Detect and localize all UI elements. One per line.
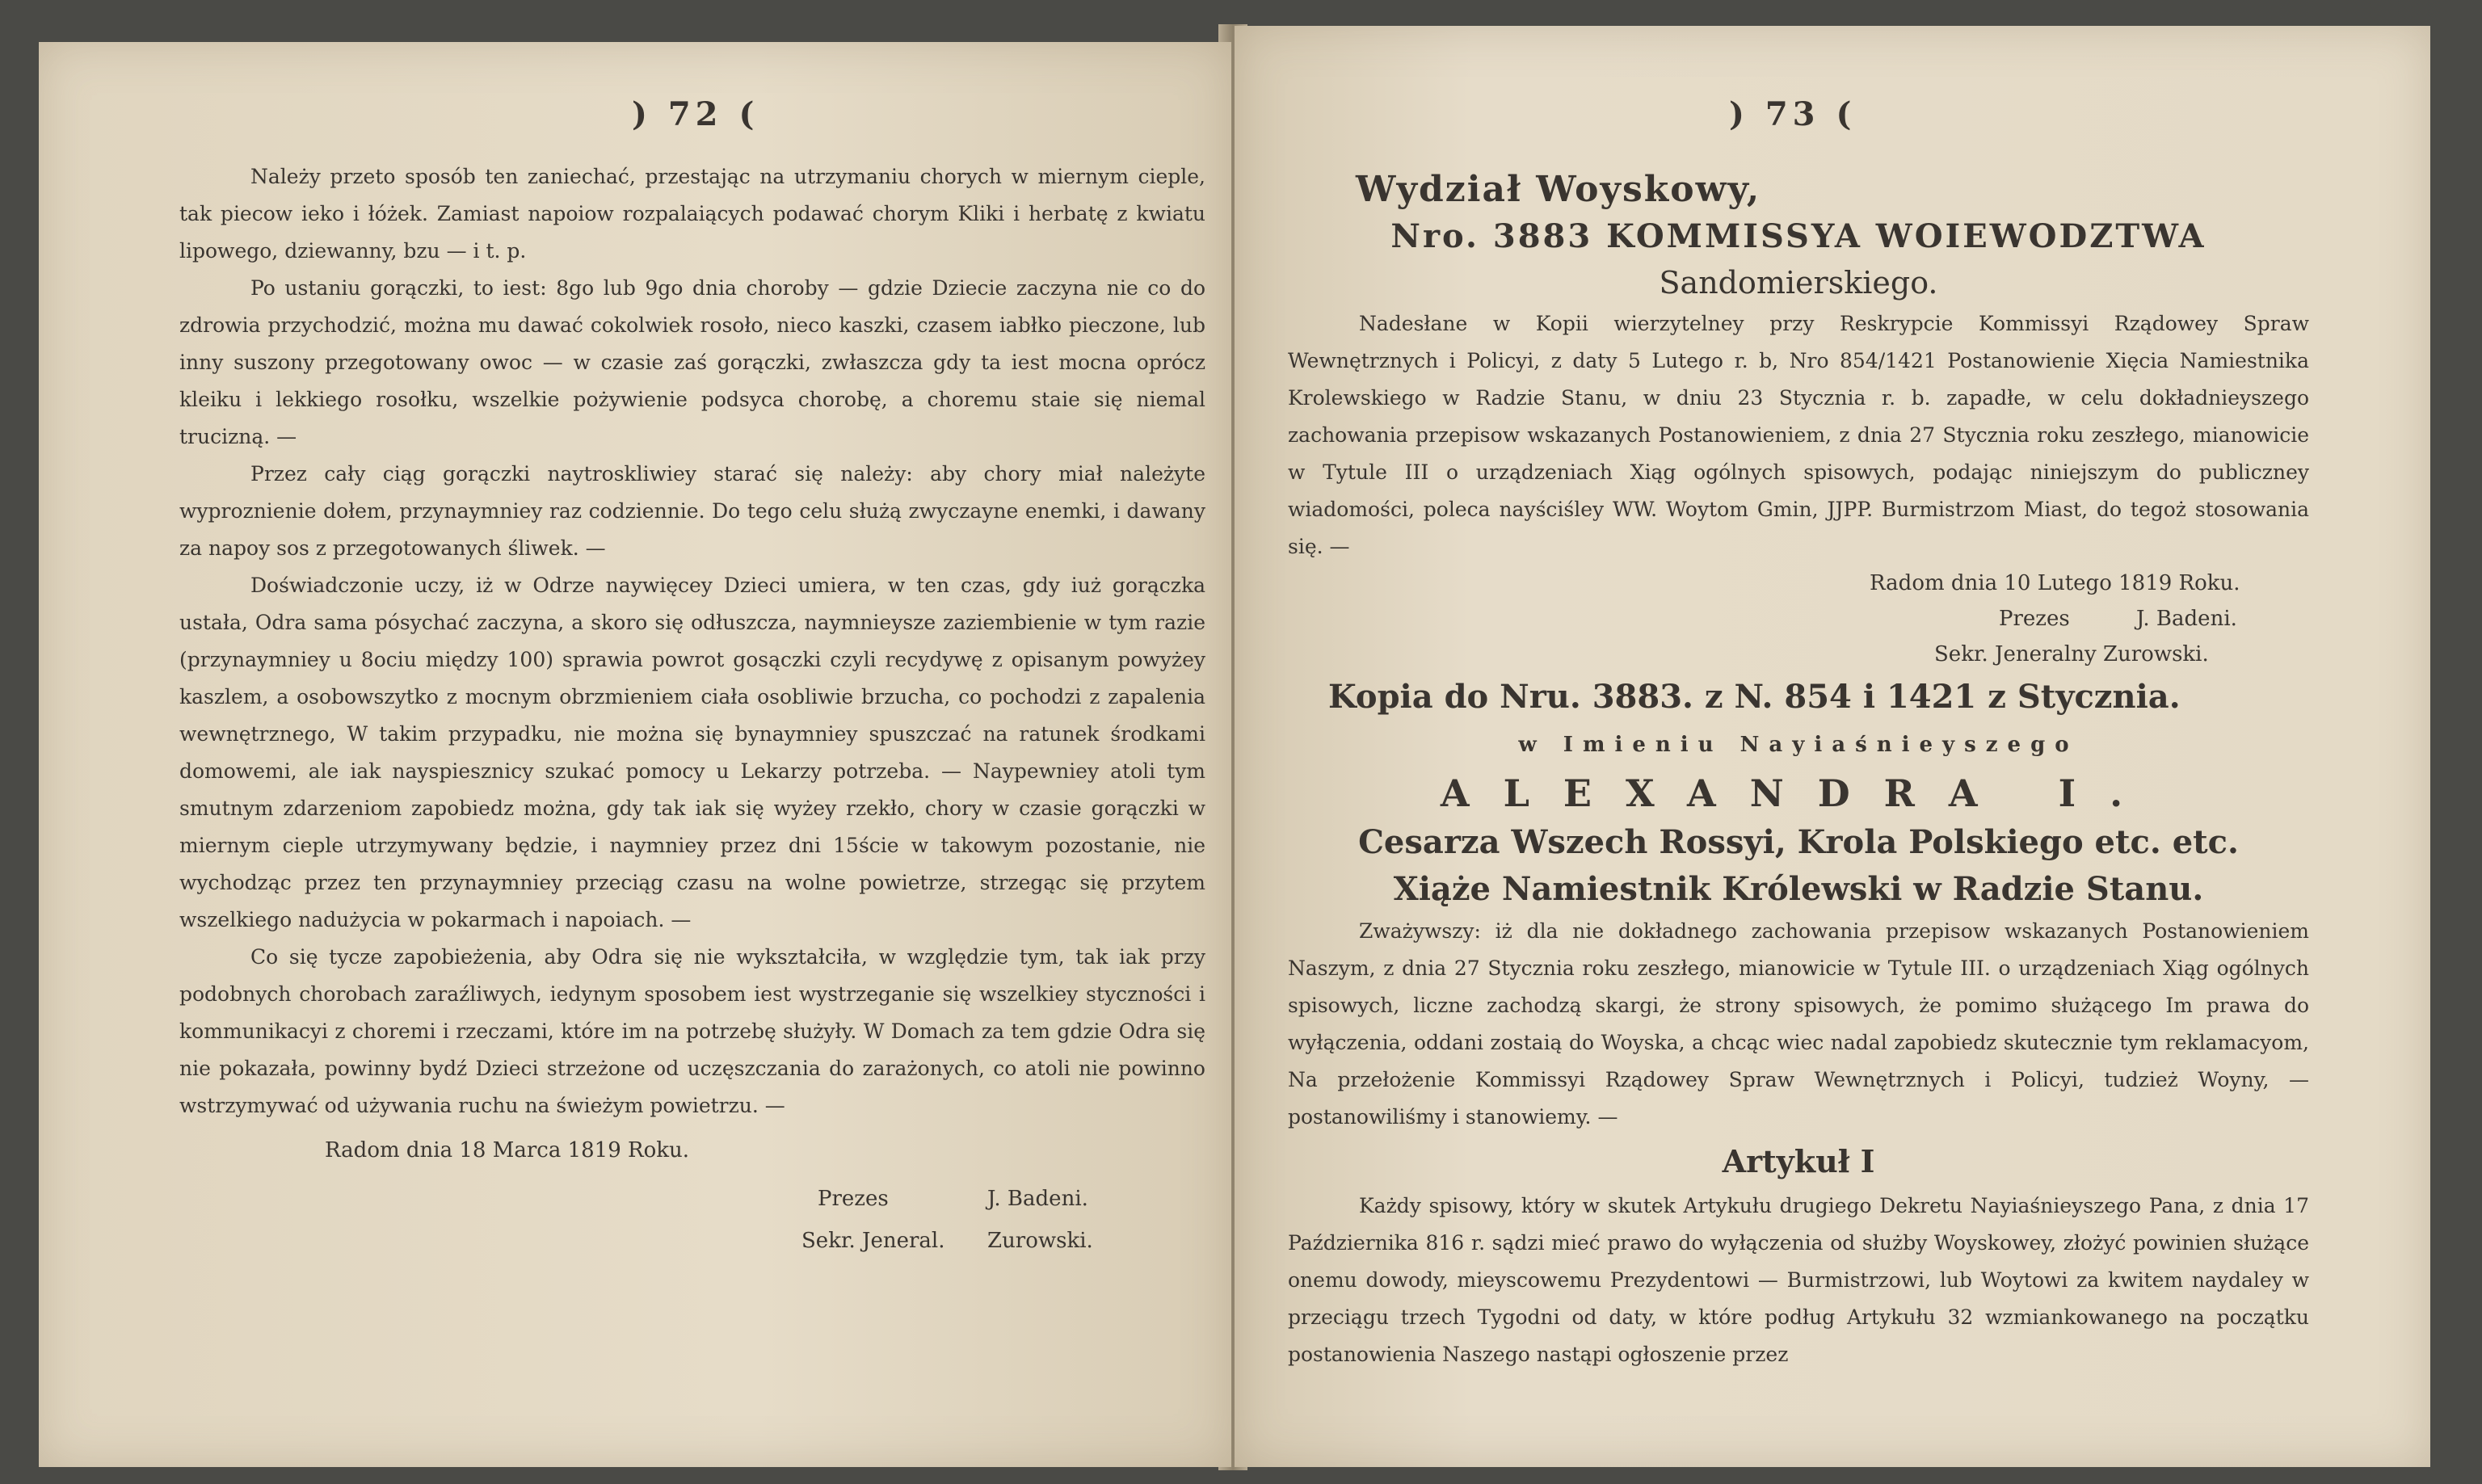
zwazywszy-paragraph: Zważywszy: iż dla nie dokładnego zachowania przepisow wskazanych Postanowieniem Naszym, z dnia 27 Stycznia roku zeszłego, mianowicie w Tytule III. o urządzeniach Xiąg ogólnych spisowych, liczne zachodzą skargi, że strony spisowych, że pomimo służącego Im prawa do wyłączenia, oddani zostaią do Woyska, a chcąc wiec nadal zapobiedz skutecznie tym reklamacyom, Na przełożenie Kommissyi Rządowey Spraw Wewnętrznych i Policyi, tudzież Woyny, — postanowiliśmy i stanowiemy. — (1288, 919, 2309, 1129)
left-paragraph-1: Należy przeto sposób ten zaniechać, przestając na utrzymaniu chorych w miernym cieple, tak piecow ieko i łóżek. Zamiast napoiow rozpalaiących podawać chorym Kliki i herbatę z kwiatu lipowego, dziewanny, bzu — i t. p. (179, 165, 1205, 263)
left-sign-prezes (179, 1178, 1205, 1220)
left-paragraph-5: Co się tycze zapobieżenia, aby Odra się nie wykształciła, w względzie tym, tak iak przy podobnych chorobach zaraźliwych, iedynym sposobem iest wystrzeganie się wszelkiey styczności i kommunikacyi z choremi i rzeczami, które im na potrzebę służyły. W Domach za tem gdzie Odra się nie pokazała, powinny bydź Dzieci strzeżone od uczęszczania do zarażonych, co atoli nie powinno wstrzymywać od używania ruchu na świeżym powietrzu. — (179, 945, 1205, 1117)
alexander-heading: ALEXANDRA I. (1440, 771, 2157, 815)
intro-paragraph: Nadesłane w Kopii wierzytelney przy Reskrypcie Kommissyi Rządowey Spraw Wewnętrznych i Policyi, z daty 5 Lutego r. b, Nro 854/1421 Postanowienie Xięcia Namiestnika Krolewskiego w Radzie Stanu, w dniu 23 Stycznia r. b. zapadłe, w celu dokładnieyszego zachowania przepisow wskazanych Postanowieniem, z dnia 27 Stycznia roku zeszłego, mianowicie w Tytule III o urządzeniach Xiąg ogólnych spisowych, podając niniejszym do publiczney wiadomości, poleca nayściśley WW. Woytom Gmin, JJPP. Burmistrzom Miast, do tegoż stosowania się. — (1288, 312, 2309, 558)
artykul-heading: Artykuł I (1722, 1143, 1875, 1179)
left-sign-sekr-name: Zurowski. (987, 1229, 1093, 1253)
left-sign-prezes-label: Prezes (818, 1187, 889, 1211)
left-paragraph-2: Po ustaniu gorączki, to iest: 8go lub 9go dnia choroby — gdzie Dziecie zaczyna nie co do zdrowia przychodzić, można mu dawać cokolwiek rosoło, nieco kaszki, czasem iabłko pieczone, lub inny suszony przegotowany owoc — w czasie zaś gorączki, zwłaszcza gdy ta iest mocna oprócz kleiku i lekkiego rosołku, wszelkie pożywienie podsyca chorobę, a choremu staie się niemal trucizną. — (179, 276, 1205, 448)
heading-wydzial: Wydział Woyskowy, (1356, 169, 1761, 210)
right-page-body (1288, 166, 2309, 1373)
left-page-body (179, 158, 1205, 1262)
intro-place-date: Radom dnia 10 Lutego 1819 Roku. (1870, 571, 2240, 595)
kopia-heading: Kopia do Nru. 3883. z N. 854 i 1421 z Stycznia. (1328, 678, 2181, 716)
right-sign-prezes (1288, 601, 2309, 637)
right-sign-sekr: Sekr. Jeneralny Zurowski. (1934, 642, 2209, 666)
artykul-paragraph: Każdy spisowy, który w skutek Artykułu drugiego Dekretu Nayiaśnieyszego Pana, z dnia 17 Października 816 r. sądzi mieć prawo do wyłączenia od służby Woyskowey, złożyć powinien służące onemu dowody, mieyscowemu Prezydentowi — Burmistrzowi, lub Woytowi za kwitem naydaley w przeciągu trzech Tygodni od daty, w które podług Artykułu 32 wzmiankowanego na początku postanowienia Naszego nastąpi ogłoszenie przez (1288, 1194, 2309, 1366)
left-page-number: ) 72 ( (632, 95, 759, 133)
left-paragraph-4: Doświadczonie uczy, iż w Odrze naywięcey Dzieci umiera, w ten czas, gdy iuż gorączka ustała, Odra sama pósychać zaczyna, a skoro się odłuszcza, naymnieysze zaziembienie w tym razie (przynaymniey u 8ociu między 100) sprawia powrot gosączki czyli recydywę z opisanym powyżey kaszlem, a osobowszytko z mocnym obrzmieniem ciała osobliwie brzucha, co pochodzi z zapalenia wewnętrznego, W takim przypadku, nie można się bynaymniey spuszczać na ratunek środkami domowemi, ale iak nayspiesznicy szukać pomocy u Lekarzy potrzeba. — Naypewniey atoli tym smutnym zdarzeniom zapobiedz można, gdy tak iak się wyżey rzekło, chory w czasie gorączki w miernym cieple utrzymywany będzie, i naymniey przez dni 15ście w takowym pozostanie, nie wychodząc przez ten przynaymniey przeciąg czasu na wolne powietrze, strzegąc się przytem wszelkiego nadużycia w pokarmach i napoiach. — (179, 574, 1205, 931)
right-sign-prezes-name: J. Badeni. (2136, 607, 2237, 631)
cesarz-heading: Cesarza Wszech Rossyi, Krola Polskiego etc. etc. (1358, 823, 2239, 861)
left-sign-sekr (179, 1220, 1205, 1262)
right-page-number: ) 73 ( (1729, 95, 1857, 133)
right-sign-prezes-label: Prezes (1999, 607, 2070, 631)
left-sign-prezes-name: J. Badeni. (987, 1187, 1088, 1211)
left-place-date: Radom dnia 18 Marca 1819 Roku. (325, 1138, 690, 1162)
xiaze-heading: Xiąże Namiestnik Królewski w Radzie Stanu. (1393, 870, 2204, 908)
left-sign-sekr-label: Sekr. Jeneral. (801, 1229, 945, 1253)
w-imieniu: w Imieniu Nayiaśnieyszego (1518, 733, 2079, 757)
heading-region: Sandomierskiego. (1659, 265, 1938, 301)
left-paragraph-3: Przez cały ciąg gorączki naytroskliwiey starać się należy: aby chory miał należyte wyproznienie dołem, przynaymniey raz codziennie. Do tego celu służą zwyczayne enemki, i dawany za napoy sos z przegotowanych śliwek. — (179, 462, 1205, 560)
heading-nro: Nro. 3883 KOMMISSYA WOIEWODZTWA (1390, 217, 2206, 255)
